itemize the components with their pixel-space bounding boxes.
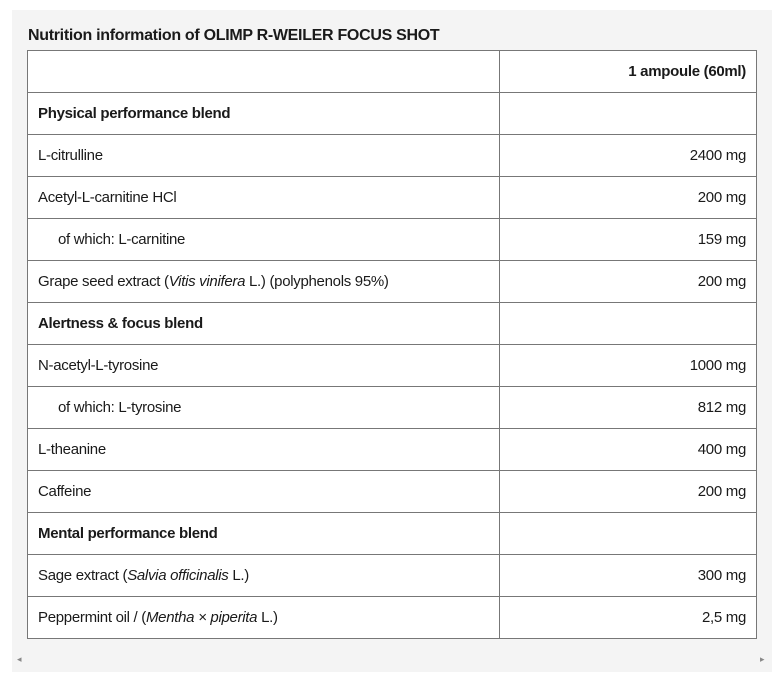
nutrient-amount: [500, 303, 757, 345]
nutrient-name: [28, 135, 500, 177]
table-row: [28, 303, 757, 345]
nutrient-name: [28, 387, 500, 429]
label-text: Sage extract (: [38, 567, 128, 584]
table-row: [28, 93, 757, 135]
header-empty-cell: [28, 51, 500, 93]
label-text: Peppermint oil / (: [38, 609, 146, 626]
nutrient-amount: 400 mg: [500, 429, 757, 471]
label-text: L.): [257, 609, 278, 626]
nutrient-amount: 300 mg: [500, 555, 757, 597]
header-serving-cell: 1 ampoule (60ml): [500, 51, 757, 93]
nutrient-amount: 812 mg: [500, 387, 757, 429]
nutrient-name: [28, 555, 500, 597]
nutrient-amount: 2,5 mg: [500, 597, 757, 639]
label-text: Grape seed extract (: [38, 273, 169, 290]
nutrient-amount: 2400 mg: [500, 135, 757, 177]
label-text: L.) (polyphenols 95%): [245, 273, 389, 290]
table-row: [28, 135, 757, 177]
table-row: [28, 597, 757, 639]
nutrient-amount: [500, 513, 757, 555]
latin-name: Vitis vinifera: [168, 273, 246, 290]
section-heading: [28, 303, 500, 345]
nutrient-amount: [500, 93, 757, 135]
nutrient-name: [28, 597, 500, 639]
nutrition-table: [27, 50, 757, 639]
nutrient-amount: 200 mg: [500, 177, 757, 219]
nutrient-name: [28, 177, 500, 219]
nutrient-name: [28, 261, 500, 303]
label-text: Caffeine: [38, 483, 92, 500]
table-row: [28, 345, 757, 387]
table-row: [28, 261, 757, 303]
scroll-right-arrow-icon[interactable]: ▸: [760, 654, 765, 664]
table-row: [28, 471, 757, 513]
label-text: Physical performance blend: [38, 105, 231, 122]
latin-name: Mentha × piperita: [145, 609, 258, 626]
label-text: Mental performance blend: [38, 525, 218, 542]
table-row: [28, 555, 757, 597]
nutrient-amount: 159 mg: [500, 219, 757, 261]
table-row: [28, 219, 757, 261]
table-row: [28, 429, 757, 471]
label-text: Acetyl-L-carnitine HCl: [38, 189, 177, 206]
section-heading: [28, 513, 500, 555]
label-text: L-citrulline: [38, 147, 103, 164]
label-text: Alertness & focus blend: [38, 315, 203, 332]
table-caption: Nutrition information of OLIMP R-WEILER FOCUS SHOT: [28, 27, 440, 44]
nutrient-name: [28, 429, 500, 471]
label-text: of which: L-carnitine: [58, 231, 186, 248]
label-text: of which: L-tyrosine: [58, 399, 182, 416]
table-row: [28, 513, 757, 555]
label-text: L.): [228, 567, 249, 584]
section-heading: [28, 93, 500, 135]
nutrient-amount: 200 mg: [500, 261, 757, 303]
nutrient-name: [28, 471, 500, 513]
nutrient-amount: 1000 mg: [500, 345, 757, 387]
table-row: [28, 387, 757, 429]
table-header-row: [28, 51, 757, 93]
table-body: [28, 93, 757, 639]
scroll-left-arrow-icon[interactable]: ◂: [17, 654, 22, 664]
label-text: N-acetyl-L-tyrosine: [38, 357, 159, 374]
nutrient-name: [28, 345, 500, 387]
label-text: L-theanine: [38, 441, 106, 458]
nutrient-amount: 200 mg: [500, 471, 757, 513]
table-row: [28, 177, 757, 219]
latin-name: Salvia officinalis: [127, 567, 229, 584]
nutrient-name: [28, 219, 500, 261]
